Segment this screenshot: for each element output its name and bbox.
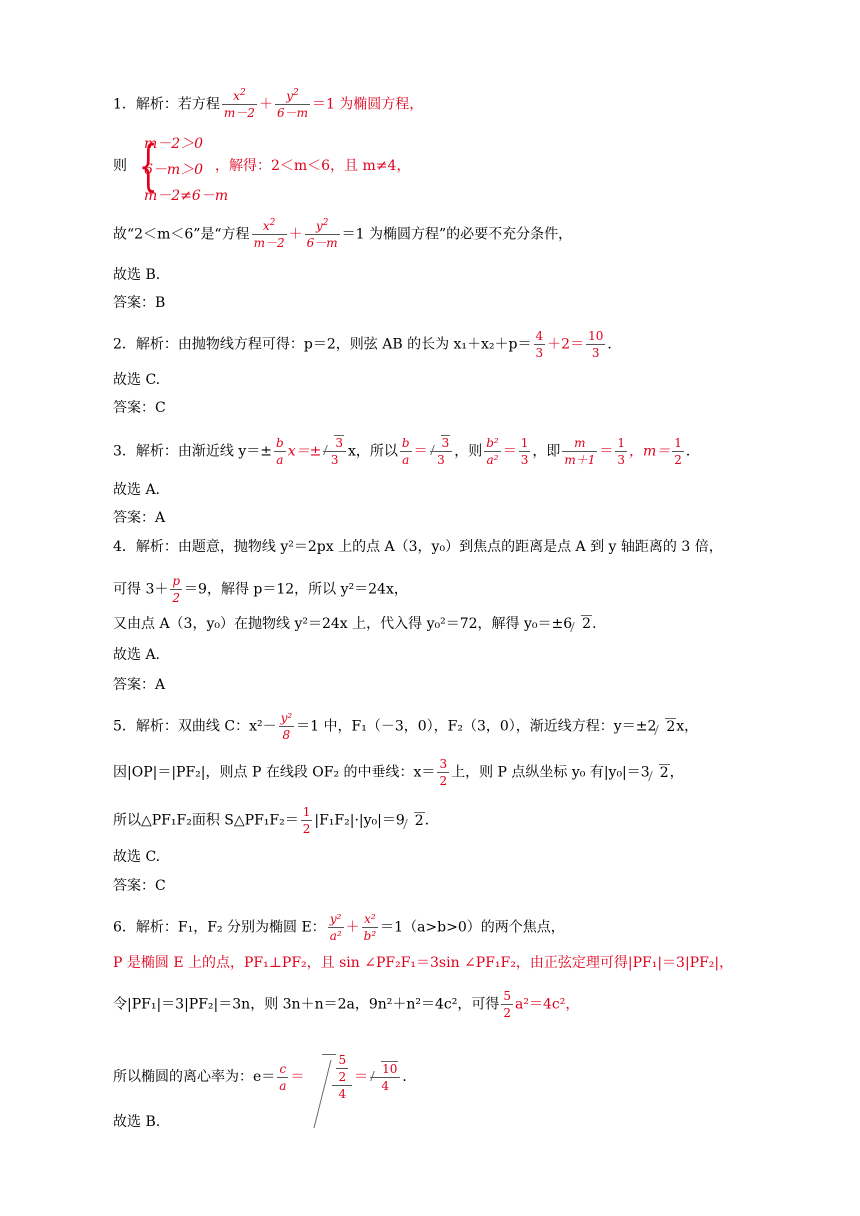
fraction: $\frac{\frac{5}{2}}{4}$	[332, 1054, 352, 1100]
fraction: $\frac{1}{3}$	[617, 436, 625, 467]
fraction: $\frac{1}{3}$	[520, 436, 529, 467]
fraction: $\frac{5}{2}$	[503, 989, 512, 1020]
sqrt-symbol: 2	[650, 763, 670, 783]
q2-answer: 答案：C	[113, 400, 166, 416]
q4-line-2: 可得 3＋ $\frac{p}{2}$ ＝9，解得 p＝12，所以 y²＝24x，	[113, 574, 408, 605]
sqrt-symbol: 3	[432, 437, 451, 449]
q4-conclusion: 故选 A.	[113, 647, 161, 663]
sqrt-symbol: 3	[325, 437, 344, 449]
sqrt-symbol: 2	[572, 614, 592, 634]
fraction: $\frac{4}{3}$	[535, 329, 544, 360]
fraction: $\frac{b}{a}$	[401, 436, 410, 467]
q2-line-1: 2．解析：由抛物线方程可得：p＝2，则弦 AB 的长为 x₁＋x₂＋p＝ $\frac{4}{3}$ ＋2＝ $\frac{10}{3}$ ．	[113, 329, 622, 360]
q3-answer: 答案：A	[113, 510, 166, 526]
fraction: $\frac{3}{3}$	[323, 437, 346, 466]
q5-conclusion: 故选 C.	[113, 849, 161, 865]
fraction: $\frac{m}{m+1}$	[564, 436, 596, 467]
q6-line-1: 6．解析：F₁，F₂ 分别为椭圆 E： $\frac{\text{y²}}{\text{a²}}$ ＋ $\frac{\text{x²}}{\text{b²}}$ ＝1（a>b>0）的两个焦点，	[113, 912, 565, 943]
fraction: $\frac{\text{b²}}{\text{a²}}$	[486, 436, 499, 467]
q5-answer: 答案：C	[113, 878, 166, 894]
q1-answer: 答案：B	[113, 295, 166, 311]
q1-line-3: 故“2＜m＜6”是“方程 $\frac{x^2}{m-2}$ ＋ $\frac{y^2}{6-m}$ ＝1 为椭圆方程”的必要不充分条件，	[113, 218, 573, 250]
fraction: $\frac{c}{a}$	[279, 1061, 287, 1093]
fraction: $\frac{10}{4}$	[370, 1063, 400, 1092]
sqrt-symbol: 10	[372, 1063, 398, 1075]
fraction: $\frac{x^2}{m-2}$	[253, 218, 285, 250]
fraction: $\frac{\text{y²}}{\text{a²}}$	[329, 912, 342, 943]
fraction: $\frac{3}{3}$	[430, 437, 453, 466]
q6-conclusion: 故选 B.	[113, 1114, 161, 1130]
answer-page: 1．解析：若方程 $\frac{x^2}{m-2}$ ＋ $\frac{y^2}{6-m}$ ＝1 为椭圆方程， 则 { m－2＞0 6－m＞0 m－2≠6－m ，解得：2＜m＜6，且 m≠4， 故“2＜m＜6”是“方程 $\frac{x^2}{m-2}$ ＋ $\frac{y^2}{6-m}$ ＝1 为椭圆方程”的必要不充分条件， 故选 B. 答案：B 2．解析：由抛物线方程可得：p＝2，则弦 AB 的长为 x₁＋x₂＋p＝ $\frac{4}{3}$ ＋2＝ $\frac{10}{3}$ ． 故选 C. 答案：C 3．解析：由渐近线 y＝± $\frac{b}{a}$ x＝± $\frac{3}{3}$ x，所以 $\frac{b}{a}$ ＝ $\frac{3}{3}$ ，则 $\frac{\text{b²}}{\text{a²}}$ ＝ $\frac{1}{3}$ ，即 $\frac{m}{m+1}$ ＝ $\frac{1}{3}$ ，m＝ $\frac{1}{2}$ ． 故选 A. 答案：A 4．解析：由题意，抛物线 y²＝2px 上的点 A（3，y₀）到焦点的距离是点 A 到 y 轴距离的 3 倍， 可得 3＋ $\frac{p}{2}$ ＝9，解得 p＝12，所以 y²＝24x， 又由点 A（3，y₀）在抛物线 y²＝24x 上，代入得 y₀²＝72，解得 y₀＝±6 2． 故选 A. 答案：A 5．解析：双曲线 C：x²－ $\frac{\text{y²}}{8}$ ＝1 中，F₁（－3，0），F₂（3，0），渐近线方程：y＝±2 2x， 因|OP|＝|PF₂|，则点 P 在线段 OF₂ 的中垂线：x＝ $\frac{3}{2}$ 上，则 P 点纵坐标 y₀ 有|y₀|＝3 2， 所以△PF₁F₂面积 S△PF₁F₂＝ $\frac{1}{2}$ |F₁F₂|·|y₀|＝9 2． 故选 C. 答案：C 6．解析：F₁，F₂ 分别为椭圆 E： $\frac{\text{y²}}{\text{a²}}$ ＋ $\frac{\text{x²}}{\text{b²}}$ ＝1（a>b>0）的两个焦点， P 是椭圆 E 上的点，PF₁⊥PF₂，且 sin ∠PF₂F₁＝3sin ∠PF₁F₂，由正弦定理可得|PF₁|＝3|PF₂|， 令|PF₁|＝3|PF₂|＝3n，则 3n＋n＝2a，9n²＋n²＝4c²，可得 $\frac{5}{2}$ a²＝4c²， 所以椭圆的离心率为：e＝ $\frac{c}{a}$ ＝ $\frac{\frac{5}{2}}{4}$ ＝ $\frac{10}{4}$ ． 故选 B.	[0, 0, 860, 1216]
q6-line-2: P 是椭圆 E 上的点，PF₁⊥PF₂，且 sin ∠PF₂F₁＝3sin ∠PF₁F₂，由正弦定理可得|PF₁|＝3|PF₂|，	[113, 955, 734, 971]
q4-line-3: 又由点 A（3，y₀）在抛物线 y²＝24x 上，代入得 y₀²＝72，解得 y₀＝±6 2．	[113, 616, 607, 632]
fraction: $\frac{3}{2}$	[439, 757, 448, 788]
q5-line-2: 因|OP|＝|PF₂|，则点 P 在线段 OF₂ 的中垂线：x＝ $\frac{3}{2}$ 上，则 P 点纵坐标 y₀ 有|y₀|＝3 2，	[113, 757, 684, 788]
sqrt-symbol: 2	[656, 717, 676, 737]
fraction: $\frac{10}{3}$	[588, 329, 604, 360]
q1-conclusion: 故选 B.	[113, 267, 161, 283]
q5-line-3: 所以△PF₁F₂面积 S△PF₁F₂＝ $\frac{1}{2}$ |F₁F₂|·|y₀|＝9 2．	[113, 805, 439, 836]
sqrt-symbol	[304, 1054, 354, 1100]
fraction: $\frac{b}{a}$	[276, 436, 284, 467]
q6-line-3: 令|PF₁|＝3|PF₂|＝3n，则 3n＋n＝2a，9n²＋n²＝4c²，可得 $\frac{5}{2}$ a²＝4c²，	[113, 989, 580, 1020]
fraction: $\frac{\text{y²}}{8}$	[280, 711, 293, 742]
fraction: $\frac{1}{2}$	[674, 436, 682, 467]
fraction: $\frac{y^2}{6-m}$	[306, 218, 338, 250]
q2-conclusion: 故选 C.	[113, 372, 161, 388]
q4-answer: 答案：A	[113, 677, 166, 693]
fraction: $\frac{\text{x²}}{\text{b²}}$	[363, 912, 377, 943]
sqrt-symbol: 2	[405, 811, 425, 831]
q1-line-1: 1．解析：若方程 $\frac{x^2}{m-2}$ ＋ $\frac{y^2}{6-m}$ ＝1 为椭圆方程，	[113, 88, 424, 120]
q5-line-1: 5．解析：双曲线 C：x²－ $\frac{\text{y²}}{8}$ ＝1 中，F₁（－3，0），F₂（3，0），渐近线方程：y＝±2 2x，	[113, 711, 699, 742]
fraction: $\frac{x^2}{m-2}$	[223, 88, 255, 120]
fraction: $\frac{5}{2}$	[338, 1053, 347, 1084]
q3-line-1: 3．解析：由渐近线 y＝± $\frac{b}{a}$ x＝± $\frac{3}{3}$ x，所以 $\frac{b}{a}$ ＝ $\frac{3}{3}$ ，则 $\frac{\text{b²}}{\text{a²}}$ ＝ $\frac{1}{3}$ ，即 $\frac{m}{m+1}$ ＝ $\frac{1}{3}$ ，m＝ $\frac{1}{2}$ ．	[113, 436, 700, 467]
fraction: $\frac{1}{2}$	[302, 805, 311, 836]
q6-line-4: 所以椭圆的离心率为：e＝ $\frac{c}{a}$ ＝ $\frac{\frac{5}{2}}{4}$ ＝ $\frac{10}{4}$ ．	[113, 1053, 417, 1101]
q4-line-1: 4．解析：由题意，抛物线 y²＝2px 上的点 A（3，y₀）到焦点的距离是点 A 到 y 轴距离的 3 倍，	[113, 539, 723, 555]
q3-conclusion: 故选 A.	[113, 482, 161, 498]
fraction: $\frac{y^2}{6-m}$	[276, 88, 308, 120]
brace-symbol: {	[138, 134, 158, 197]
fraction: $\frac{p}{2}$	[172, 574, 181, 605]
